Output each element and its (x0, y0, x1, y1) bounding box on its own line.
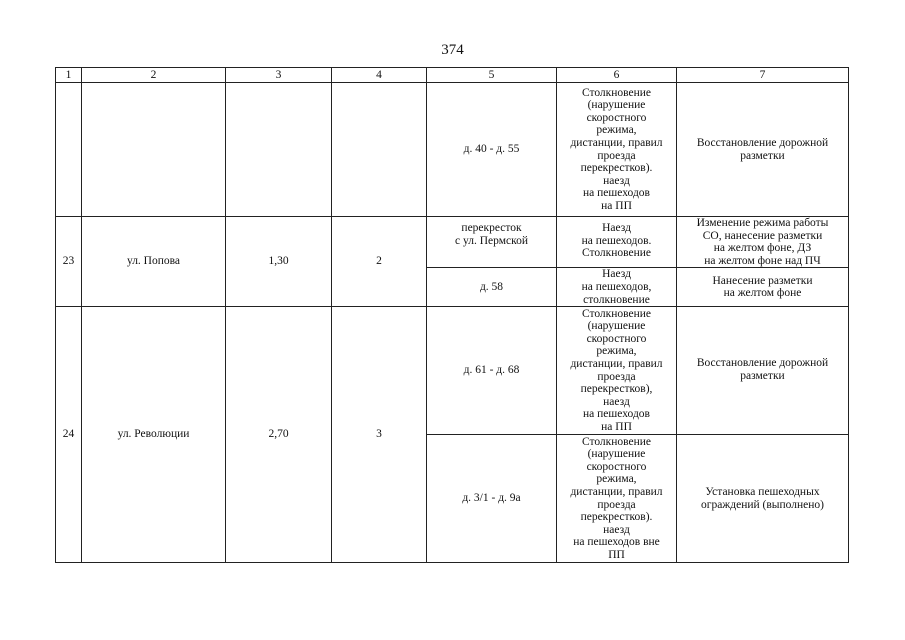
length-cell: 1,30 (226, 217, 332, 307)
street-cell: ул. Попова (82, 217, 226, 307)
street-cell: ул. Революции (82, 307, 226, 563)
accident-type-cell: Столкновение (нарушение скоростного режима, дистанции, правил проезда перекрестков). наезд на пешеходов на ПП (557, 83, 677, 217)
measure-cell: Восстановление дорожной разметки (677, 307, 849, 435)
length-cell: 2,70 (226, 307, 332, 563)
count-cell (332, 83, 427, 217)
row-number-cell (56, 83, 82, 217)
accident-type-cell: Столкновение (нарушение скоростного режима, дистанции, правил проезда перекрестков). наезд на пешеходов вне ПП (557, 435, 677, 563)
header-cell: 6 (557, 68, 677, 83)
count-cell: 3 (332, 307, 427, 563)
header-cell: 7 (677, 68, 849, 83)
header-cell: 4 (332, 68, 427, 83)
count-cell: 2 (332, 217, 427, 307)
accident-type-cell: Наезд на пешеходов. Столкновение (557, 217, 677, 268)
accident-type-cell: Столкновение (нарушение скоростного режима, дистанции, правил проезда перекрестков), наезд на пешеходов на ПП (557, 307, 677, 435)
measure-cell: Восстановление дорожной разметки (677, 83, 849, 217)
measure-cell: Изменение режима работы СО, нанесение разметки на желтом фоне, ДЗ на желтом фоне над ПЧ (677, 217, 849, 268)
header-cell: 2 (82, 68, 226, 83)
header-cell: 5 (427, 68, 557, 83)
table-row (56, 83, 849, 217)
header-cell: 1 (56, 68, 82, 83)
table-row (56, 217, 849, 268)
accident-type-cell: Наезд на пешеходов, столкновение (557, 268, 677, 307)
location-cell: д. 40 - д. 55 (427, 83, 557, 217)
accident-table (55, 67, 849, 563)
location-cell: д. 3/1 - д. 9а (427, 435, 557, 563)
table-row (56, 307, 849, 435)
page-number: 374 (441, 42, 464, 58)
location-cell: д. 58 (427, 268, 557, 307)
length-cell (226, 83, 332, 217)
row-number-cell: 23 (56, 217, 82, 307)
location-cell: д. 61 - д. 68 (427, 307, 557, 435)
location-cell: перекресток с ул. Пермской (427, 217, 557, 268)
row-number-cell: 24 (56, 307, 82, 563)
street-cell (82, 83, 226, 217)
header-cell: 3 (226, 68, 332, 83)
measure-cell: Установка пешеходных ограждений (выполнено) (677, 435, 849, 563)
table-header-row (56, 68, 849, 83)
measure-cell: Нанесение разметки на желтом фоне (677, 268, 849, 307)
